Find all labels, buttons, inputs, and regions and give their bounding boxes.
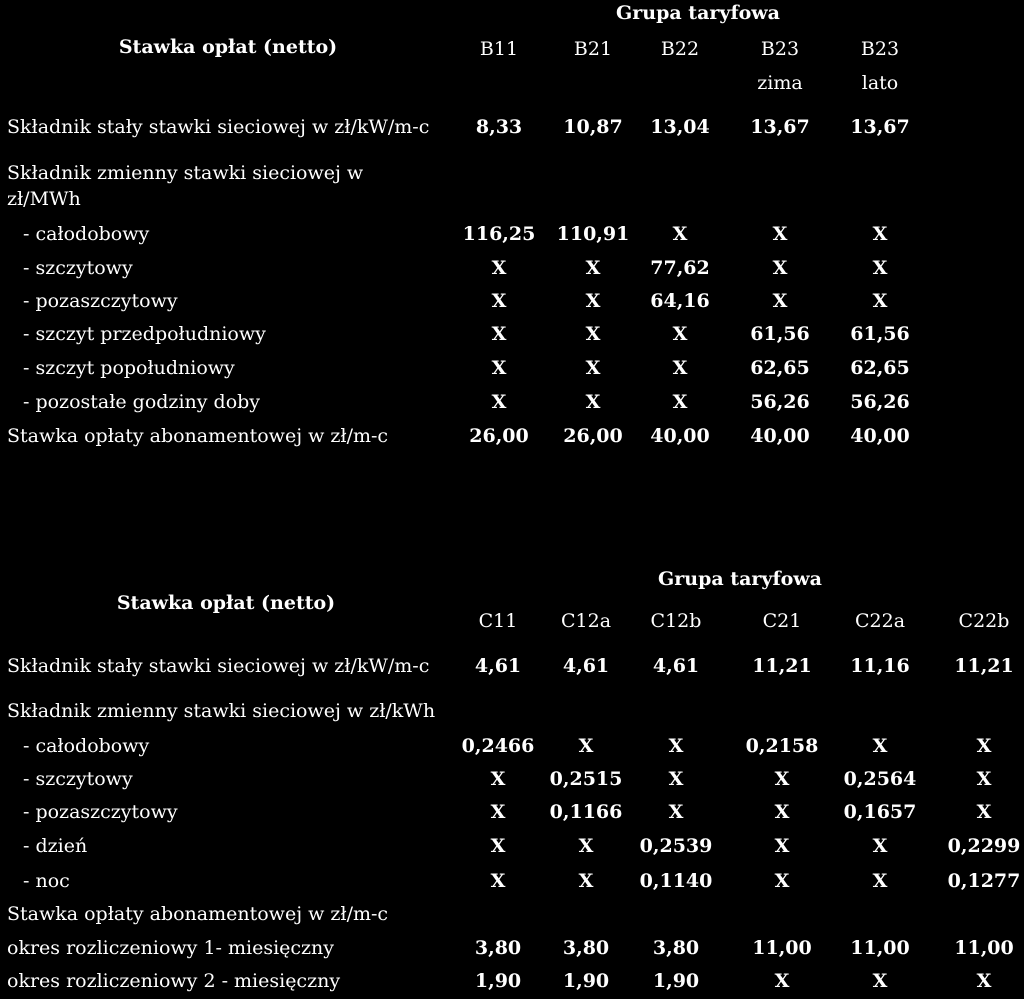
- row-label: zł/MWh: [7, 188, 81, 210]
- table-cell: 0,2515: [549, 768, 623, 790]
- table-cell: X: [672, 323, 688, 345]
- table-cell: X: [872, 970, 888, 992]
- row-label: Stawka opłaty abonamentowej w zł/m-c: [7, 903, 389, 925]
- table-cell: X: [774, 835, 790, 857]
- table-cell: 0,1166: [549, 801, 623, 823]
- table-cell: X: [578, 835, 594, 857]
- table-cell: 110,91: [556, 223, 630, 245]
- table-cell: 62,65: [850, 357, 910, 379]
- table-cell: 1,90: [562, 970, 610, 992]
- table-cell: 61,56: [750, 323, 810, 345]
- table-cell: X: [491, 290, 507, 312]
- column-header: C22b: [958, 610, 1010, 632]
- table-cell: 11,16: [850, 655, 910, 677]
- table-cell: 8,33: [475, 116, 523, 138]
- table-cell: X: [585, 323, 601, 345]
- table-cell: 3,80: [652, 937, 700, 959]
- row-label: - pozostałe godziny doby: [23, 391, 261, 413]
- table-cell: X: [772, 223, 788, 245]
- table-cell: 40,00: [850, 425, 910, 447]
- table-cell: X: [491, 391, 507, 413]
- table-cell: 77,62: [650, 257, 710, 279]
- table-cell: 0,1277: [947, 870, 1021, 892]
- table-cell: X: [668, 768, 684, 790]
- table-cell: 40,00: [650, 425, 710, 447]
- rate-title: Stawka opłat (netto): [116, 592, 336, 614]
- table-cell: X: [491, 357, 507, 379]
- table-cell: X: [491, 257, 507, 279]
- table-cell: X: [491, 323, 507, 345]
- table-cell: X: [976, 970, 992, 992]
- table-cell: 1,90: [652, 970, 700, 992]
- table-cell: 13,67: [750, 116, 810, 138]
- column-subheader: lato: [861, 72, 899, 94]
- table-cell: 0,2466: [461, 735, 535, 757]
- table-cell: 13,67: [850, 116, 910, 138]
- column-header: C22a: [854, 610, 906, 632]
- table-cell: X: [872, 735, 888, 757]
- row-label: okres rozliczeniowy 1- miesięczny: [7, 937, 335, 959]
- table-cell: X: [585, 257, 601, 279]
- table-cell: X: [872, 223, 888, 245]
- table-cell: X: [976, 735, 992, 757]
- table-cell: 0,1657: [843, 801, 917, 823]
- row-label: - szczyt popołudniowy: [23, 357, 235, 379]
- table-cell: 56,26: [750, 391, 810, 413]
- table-cell: 56,26: [850, 391, 910, 413]
- table-cell: 1,90: [474, 970, 522, 992]
- table-cell: 40,00: [750, 425, 810, 447]
- table-cell: 3,80: [474, 937, 522, 959]
- table-cell: X: [672, 391, 688, 413]
- table-cell: X: [772, 257, 788, 279]
- row-label: - dzień: [23, 835, 88, 857]
- row-label: Składnik zmienny stawki sieciowej w: [7, 162, 364, 184]
- table-cell: X: [774, 801, 790, 823]
- table-cell: X: [872, 290, 888, 312]
- table-cell: X: [774, 870, 790, 892]
- table-cell: X: [668, 801, 684, 823]
- row-label: Składnik stały stawki sieciowej w zł/kW/m-c: [7, 655, 430, 677]
- table-cell: X: [578, 870, 594, 892]
- column-header: C21: [762, 610, 802, 632]
- row-label: - szczyt przedpołudniowy: [23, 323, 266, 345]
- rate-title: Stawka opłat (netto): [118, 36, 338, 58]
- table-cell: X: [585, 391, 601, 413]
- column-header: C12a: [560, 610, 612, 632]
- table-cell: 62,65: [750, 357, 810, 379]
- table-cell: X: [490, 768, 506, 790]
- table-cell: 11,21: [954, 655, 1014, 677]
- table-cell: 61,56: [850, 323, 910, 345]
- row-label: okres rozliczeniowy 2 - miesięczny: [7, 970, 341, 992]
- row-label: - pozaszczytowy: [23, 290, 178, 312]
- table-cell: X: [976, 801, 992, 823]
- row-label: - całodobowy: [23, 223, 150, 245]
- table-cell: 64,16: [650, 290, 710, 312]
- row-label: - noc: [23, 870, 70, 892]
- table-cell: X: [490, 870, 506, 892]
- group-title: Grupa taryfowa: [616, 2, 780, 24]
- column-subheader: zima: [757, 72, 803, 94]
- group-title: Grupa taryfowa: [658, 568, 822, 590]
- table-cell: X: [490, 835, 506, 857]
- row-label: - pozaszczytowy: [23, 801, 178, 823]
- table-cell: 10,87: [563, 116, 623, 138]
- table-cell: 4,61: [652, 655, 700, 677]
- table-cell: 0,2299: [947, 835, 1021, 857]
- row-label: - szczytowy: [23, 257, 133, 279]
- column-header: B23: [760, 38, 800, 60]
- table-cell: 26,00: [469, 425, 529, 447]
- column-header: B11: [479, 38, 519, 60]
- table-cell: X: [976, 768, 992, 790]
- table-cell: 0,2539: [639, 835, 713, 857]
- table-cell: 3,80: [562, 937, 610, 959]
- table-cell: X: [668, 735, 684, 757]
- table-cell: X: [872, 870, 888, 892]
- table-cell: 13,04: [650, 116, 710, 138]
- table-cell: X: [774, 970, 790, 992]
- table-cell: 4,61: [562, 655, 610, 677]
- table-cell: 11,21: [752, 655, 812, 677]
- table-cell: X: [578, 735, 594, 757]
- table-cell: 11,00: [752, 937, 812, 959]
- table-cell: X: [672, 223, 688, 245]
- table-cell: 0,2564: [843, 768, 917, 790]
- column-header: C11: [478, 610, 518, 632]
- row-label: Stawka opłaty abonamentowej w zł/m-c: [7, 425, 389, 447]
- column-header: B21: [573, 38, 613, 60]
- row-label: - szczytowy: [23, 768, 133, 790]
- row-label: Składnik zmienny stawki sieciowej w zł/kWh: [7, 700, 436, 722]
- table-cell: 26,00: [563, 425, 623, 447]
- table-cell: 4,61: [474, 655, 522, 677]
- table-cell: X: [872, 835, 888, 857]
- table-cell: X: [774, 768, 790, 790]
- table-cell: 0,2158: [745, 735, 819, 757]
- table-cell: X: [490, 801, 506, 823]
- column-header: B22: [660, 38, 700, 60]
- row-label: - całodobowy: [23, 735, 150, 757]
- table-cell: X: [672, 357, 688, 379]
- table-cell: 11,00: [850, 937, 910, 959]
- table-cell: 0,1140: [639, 870, 713, 892]
- table-cell: X: [872, 257, 888, 279]
- column-header: C12b: [650, 610, 702, 632]
- column-header: B23: [860, 38, 900, 60]
- table-cell: 11,00: [954, 937, 1014, 959]
- row-label: Składnik stały stawki sieciowej w zł/kW/m-c: [7, 116, 430, 138]
- table-cell: X: [772, 290, 788, 312]
- table-cell: X: [585, 290, 601, 312]
- table-cell: X: [585, 357, 601, 379]
- table-cell: 116,25: [462, 223, 536, 245]
